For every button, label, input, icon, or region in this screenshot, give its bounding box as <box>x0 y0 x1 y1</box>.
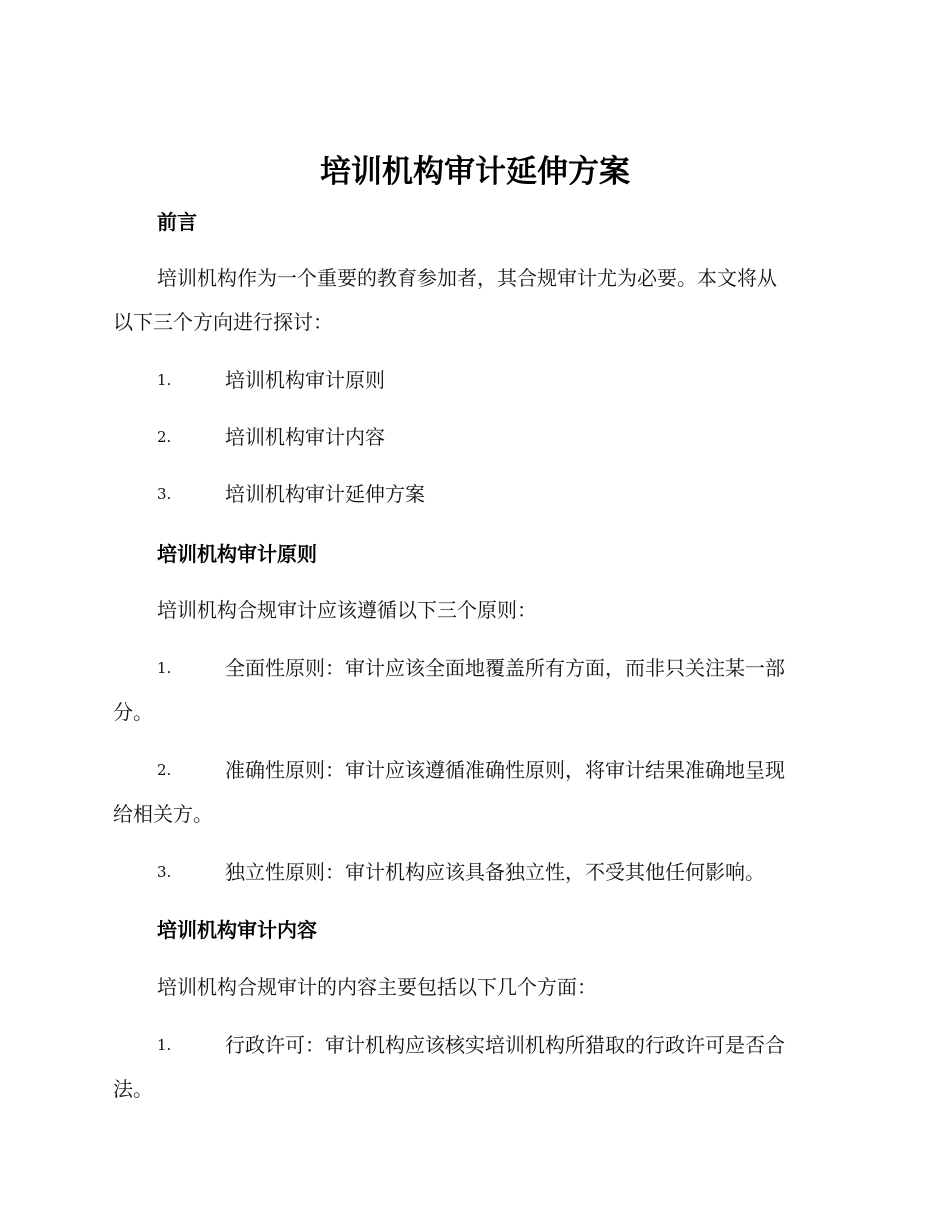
preface-paragraph-line2: 以下三个方向进行探讨： <box>113 310 333 334</box>
list-number: 3. <box>157 485 172 503</box>
toc-list-item <box>113 358 833 402</box>
list-item-text: 独立性原则：审计机构应该具备独立性，不受其他任何影响。 <box>225 860 765 884</box>
document-title: 培训机构审计延伸方案 <box>320 154 630 190</box>
list-item-text: 培训机构审计内容 <box>225 425 385 449</box>
list-item-text: 行政许可：审计机构应该核实培训机构所猎取的行政许可是否合 <box>225 1033 785 1057</box>
section-heading-principles: 培训机构审计原则 <box>157 542 317 566</box>
list-number: 1. <box>157 371 172 389</box>
list-item-text: 培训机构审计原则 <box>225 368 385 392</box>
preface-paragraph <box>113 256 833 344</box>
principles-intro: 培训机构合规审计应该遵循以下三个原则： <box>157 598 537 622</box>
list-number: 1. <box>157 1036 172 1054</box>
principle-list-item <box>113 748 833 836</box>
list-item-continuation: 分。 <box>113 700 153 724</box>
list-item-text: 全面性原则：审计应该全面地覆盖所有方面，而非只关注某一部 <box>225 656 785 680</box>
section-heading-contents: 培训机构审计内容 <box>157 918 317 942</box>
list-number: 2. <box>157 761 172 779</box>
preface-paragraph-line1: 培训机构作为一个重要的教育参加者，其合规审计尤为必要。本文将从 <box>157 266 777 290</box>
principle-list-item <box>113 646 833 734</box>
list-number: 3. <box>157 863 172 881</box>
list-item-continuation: 法。 <box>113 1077 153 1101</box>
section-heading-preface: 前言 <box>157 210 197 234</box>
list-item-continuation: 给相关方。 <box>113 802 213 826</box>
toc-list-item <box>113 415 833 459</box>
list-number: 2. <box>157 428 172 446</box>
list-number: 1. <box>157 659 172 677</box>
principle-list-item <box>113 850 833 894</box>
contents-intro: 培训机构合规审计的内容主要包括以下几个方面： <box>157 975 597 999</box>
toc-list-item <box>113 472 833 516</box>
content-list-item <box>113 1023 833 1111</box>
list-item-text: 培训机构审计延伸方案 <box>225 482 425 506</box>
list-item-text: 准确性原则：审计应该遵循准确性原则，将审计结果准确地呈现 <box>225 758 785 782</box>
